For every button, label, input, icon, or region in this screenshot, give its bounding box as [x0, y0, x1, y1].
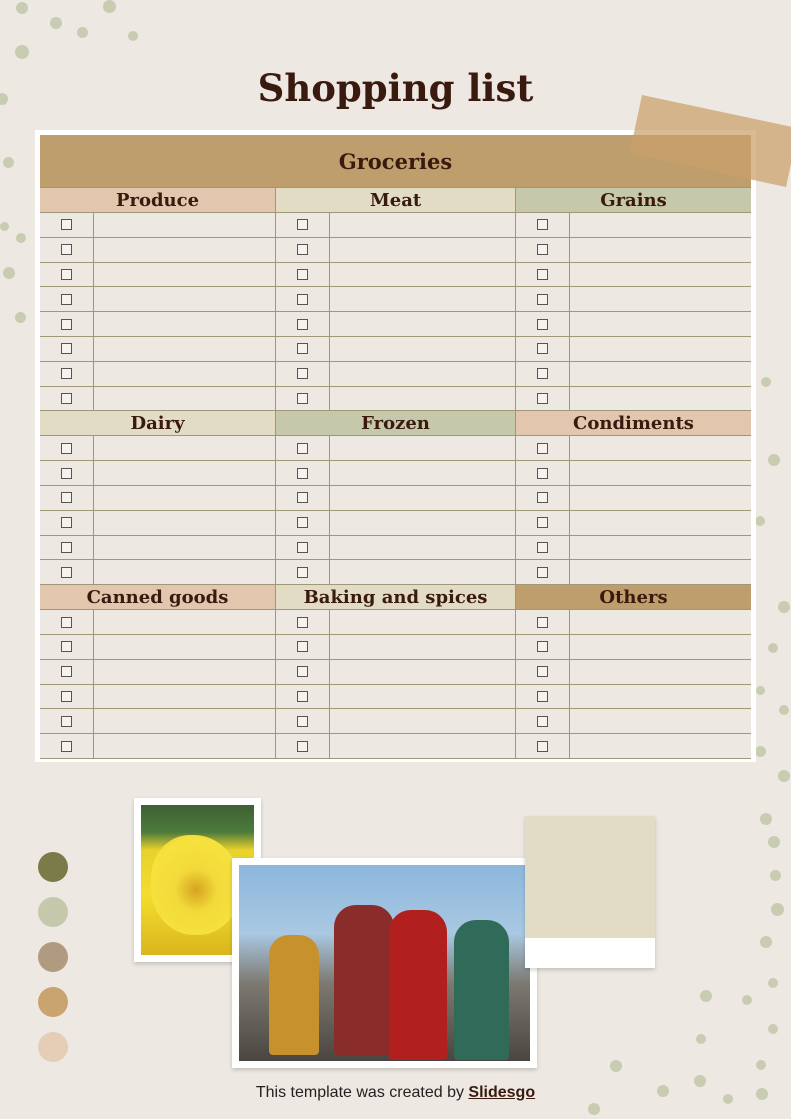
category-section	[40, 188, 751, 411]
item-text-field[interactable]	[570, 263, 751, 287]
checkbox[interactable]	[537, 468, 548, 479]
checkbox-cell	[40, 660, 94, 684]
checkbox-cell	[516, 337, 570, 361]
list-item	[516, 709, 751, 734]
list-item	[40, 213, 275, 238]
checkbox[interactable]	[537, 443, 548, 454]
checkbox[interactable]	[297, 567, 308, 578]
list-item	[516, 263, 751, 288]
list-item	[516, 461, 751, 486]
list-item	[276, 486, 515, 511]
checkbox-cell	[40, 362, 94, 386]
list-item	[516, 287, 751, 312]
checkbox[interactable]	[297, 492, 308, 503]
list-item	[516, 387, 751, 412]
item-text-field[interactable]	[94, 436, 275, 460]
checkbox[interactable]	[61, 691, 72, 702]
list-item	[276, 610, 515, 635]
checkbox[interactable]	[297, 269, 308, 280]
checkbox-cell	[516, 610, 570, 634]
item-text-field[interactable]	[330, 685, 515, 709]
list-item	[516, 536, 751, 561]
checkbox[interactable]	[297, 319, 308, 330]
category-header: Meat	[276, 188, 515, 213]
checkbox-cell	[276, 287, 330, 311]
checkbox[interactable]	[297, 517, 308, 528]
checkbox[interactable]	[297, 716, 308, 727]
checkbox-cell	[276, 238, 330, 262]
checkbox[interactable]	[61, 468, 72, 479]
category-column	[40, 585, 276, 759]
checkbox-cell	[40, 337, 94, 361]
item-text-field[interactable]	[330, 560, 515, 584]
list-item	[276, 387, 515, 412]
category-header: Others	[516, 585, 751, 610]
page-title: Shopping list	[257, 66, 534, 110]
list-item	[276, 213, 515, 238]
checkbox[interactable]	[61, 343, 72, 354]
item-text-field[interactable]	[94, 337, 275, 361]
checkbox[interactable]	[537, 269, 548, 280]
item-text-field[interactable]	[330, 436, 515, 460]
checkbox[interactable]	[61, 542, 72, 553]
groceries-header: Groceries	[40, 135, 751, 188]
checkbox-cell	[276, 312, 330, 336]
checkbox-cell	[40, 709, 94, 733]
item-text-field[interactable]	[94, 610, 275, 634]
category-column	[40, 188, 276, 411]
footer-credit	[0, 1084, 791, 1102]
list-item	[40, 238, 275, 263]
palette-swatch	[38, 1032, 68, 1062]
checkbox[interactable]	[537, 492, 548, 503]
list-item	[516, 213, 751, 238]
checkbox-cell	[40, 610, 94, 634]
item-text-field[interactable]	[570, 213, 751, 237]
list-item	[516, 486, 751, 511]
item-text-field[interactable]	[94, 287, 275, 311]
list-item	[276, 337, 515, 362]
list-item	[40, 312, 275, 337]
item-text-field[interactable]	[570, 486, 751, 510]
list-item	[276, 461, 515, 486]
checkbox[interactable]	[61, 641, 72, 652]
item-text-field[interactable]	[570, 610, 751, 634]
item-text-field[interactable]	[330, 387, 515, 411]
list-item	[276, 436, 515, 461]
category-column	[40, 411, 276, 585]
list-item	[516, 610, 751, 635]
checkbox[interactable]	[537, 319, 548, 330]
checkbox[interactable]	[297, 294, 308, 305]
category-section	[40, 411, 751, 585]
checkbox-cell	[40, 312, 94, 336]
item-text-field[interactable]	[94, 734, 275, 758]
footer-text: This template was created by	[255, 1084, 469, 1101]
palette-swatch	[38, 942, 68, 972]
list-item	[40, 536, 275, 561]
item-text-field[interactable]	[330, 486, 515, 510]
palette-swatch	[38, 897, 68, 927]
checkbox-cell	[516, 461, 570, 485]
checkbox[interactable]	[297, 343, 308, 354]
list-item	[40, 560, 275, 585]
checkbox[interactable]	[61, 319, 72, 330]
list-item	[516, 685, 751, 710]
checkbox-cell	[276, 486, 330, 510]
swatch-card	[525, 816, 655, 968]
checkbox-cell	[40, 511, 94, 535]
category-header: Condiments	[516, 411, 751, 436]
checkbox-cell	[40, 536, 94, 560]
checkbox[interactable]	[61, 567, 72, 578]
checkbox-cell	[40, 238, 94, 262]
checkbox-cell	[516, 635, 570, 659]
item-text-field[interactable]	[94, 511, 275, 535]
list-item	[276, 312, 515, 337]
item-text-field[interactable]	[94, 238, 275, 262]
checkbox-cell	[516, 263, 570, 287]
checkbox[interactable]	[61, 666, 72, 677]
checkbox[interactable]	[61, 368, 72, 379]
checkbox-cell	[516, 660, 570, 684]
checkbox-cell	[40, 387, 94, 411]
checkbox-cell	[276, 337, 330, 361]
item-text-field[interactable]	[570, 312, 751, 336]
checkbox-cell	[516, 486, 570, 510]
checkbox[interactable]	[297, 617, 308, 628]
shopping-list-sheet	[35, 130, 756, 762]
checkbox[interactable]	[537, 219, 548, 230]
item-text-field[interactable]	[94, 263, 275, 287]
item-text-field[interactable]	[94, 486, 275, 510]
item-text-field[interactable]	[330, 734, 515, 758]
checkbox-cell	[276, 660, 330, 684]
category-column	[276, 188, 516, 411]
checkbox[interactable]	[297, 741, 308, 752]
checkbox[interactable]	[537, 617, 548, 628]
checkbox-cell	[276, 436, 330, 460]
checkbox-cell	[276, 362, 330, 386]
checkbox-cell	[516, 436, 570, 460]
item-text-field[interactable]	[570, 635, 751, 659]
list-item	[40, 511, 275, 536]
item-text-field[interactable]	[570, 436, 751, 460]
checkbox[interactable]	[537, 343, 548, 354]
item-text-field[interactable]	[330, 213, 515, 237]
list-item	[40, 263, 275, 288]
category-header: Baking and spices	[276, 585, 515, 610]
item-text-field[interactable]	[330, 635, 515, 659]
list-item	[40, 486, 275, 511]
list-item	[40, 436, 275, 461]
checkbox-cell	[516, 536, 570, 560]
checkbox[interactable]	[297, 244, 308, 255]
checkbox-cell	[516, 213, 570, 237]
checkbox-cell	[516, 685, 570, 709]
item-text-field[interactable]	[570, 685, 751, 709]
checkbox-cell	[40, 213, 94, 237]
checkbox[interactable]	[537, 517, 548, 528]
list-item	[276, 709, 515, 734]
category-header: Grains	[516, 188, 751, 213]
palette-swatch	[38, 987, 68, 1017]
list-item	[516, 238, 751, 263]
category-column	[276, 411, 516, 585]
checkbox[interactable]	[297, 468, 308, 479]
checkbox-cell	[276, 461, 330, 485]
list-item	[40, 685, 275, 710]
checkbox[interactable]	[537, 244, 548, 255]
item-text-field[interactable]	[570, 660, 751, 684]
item-text-field[interactable]	[330, 312, 515, 336]
checkbox-cell	[276, 610, 330, 634]
item-text-field[interactable]	[570, 287, 751, 311]
checkbox[interactable]	[297, 443, 308, 454]
checkbox[interactable]	[297, 691, 308, 702]
checkbox[interactable]	[537, 542, 548, 553]
item-text-field[interactable]	[330, 337, 515, 361]
item-text-field[interactable]	[570, 238, 751, 262]
list-item	[276, 511, 515, 536]
item-text-field[interactable]	[94, 461, 275, 485]
item-text-field[interactable]	[94, 709, 275, 733]
checkbox-cell	[40, 635, 94, 659]
category-header: Dairy	[40, 411, 275, 436]
item-text-field[interactable]	[330, 610, 515, 634]
checkbox-cell	[40, 461, 94, 485]
list-item	[516, 312, 751, 337]
list-item	[276, 287, 515, 312]
checkbox[interactable]	[61, 617, 72, 628]
checkbox-cell	[516, 560, 570, 584]
checkbox[interactable]	[61, 741, 72, 752]
checkbox-cell	[40, 287, 94, 311]
item-text-field[interactable]	[94, 685, 275, 709]
list-item	[516, 560, 751, 585]
checkbox[interactable]	[61, 244, 72, 255]
checkbox-cell	[516, 387, 570, 411]
item-text-field[interactable]	[570, 337, 751, 361]
checkbox-cell	[276, 685, 330, 709]
category-header: Canned goods	[40, 585, 275, 610]
checkbox-cell	[516, 709, 570, 733]
category-column	[516, 411, 751, 585]
checkbox[interactable]	[537, 666, 548, 677]
item-text-field[interactable]	[570, 511, 751, 535]
list-item	[40, 337, 275, 362]
checkbox[interactable]	[61, 219, 72, 230]
checkbox[interactable]	[297, 393, 308, 404]
category-header: Produce	[40, 188, 275, 213]
item-text-field[interactable]	[330, 461, 515, 485]
item-text-field[interactable]	[330, 362, 515, 386]
checkbox-cell	[276, 560, 330, 584]
item-text-field[interactable]	[94, 660, 275, 684]
checkbox[interactable]	[61, 517, 72, 528]
item-text-field[interactable]	[570, 387, 751, 411]
checkbox-cell	[516, 238, 570, 262]
item-text-field[interactable]	[330, 511, 515, 535]
checkbox[interactable]	[297, 368, 308, 379]
checkbox[interactable]	[537, 567, 548, 578]
list-item	[516, 436, 751, 461]
checkbox[interactable]	[537, 294, 548, 305]
checkbox[interactable]	[61, 269, 72, 280]
checkbox[interactable]	[297, 542, 308, 553]
list-item	[40, 635, 275, 660]
list-item	[40, 610, 275, 635]
checkbox[interactable]	[61, 443, 72, 454]
checkbox-cell	[276, 213, 330, 237]
category-section	[40, 585, 751, 759]
item-text-field[interactable]	[330, 709, 515, 733]
checkbox-cell	[276, 709, 330, 733]
list-item	[516, 337, 751, 362]
checkbox[interactable]	[297, 219, 308, 230]
item-text-field[interactable]	[570, 560, 751, 584]
checkbox-cell	[40, 734, 94, 758]
item-text-field[interactable]	[330, 536, 515, 560]
list-item	[276, 635, 515, 660]
checkbox-cell	[276, 635, 330, 659]
checkbox-cell	[40, 685, 94, 709]
item-text-field[interactable]	[570, 709, 751, 733]
list-item	[40, 660, 275, 685]
checkbox-cell	[516, 312, 570, 336]
category-column	[516, 188, 751, 411]
list-item	[276, 734, 515, 759]
category-sections	[40, 188, 751, 759]
checkbox[interactable]	[537, 741, 548, 752]
list-item	[516, 511, 751, 536]
checkbox[interactable]	[537, 393, 548, 404]
category-column	[276, 585, 516, 759]
item-text-field[interactable]	[94, 387, 275, 411]
list-item	[40, 362, 275, 387]
list-item	[516, 635, 751, 660]
item-text-field[interactable]	[570, 734, 751, 758]
checkbox[interactable]	[61, 294, 72, 305]
checkbox-cell	[276, 387, 330, 411]
checkbox[interactable]	[537, 691, 548, 702]
friends-photo	[232, 858, 537, 1068]
checkbox-cell	[516, 362, 570, 386]
list-item	[276, 263, 515, 288]
item-text-field[interactable]	[94, 362, 275, 386]
list-item	[40, 709, 275, 734]
palette-swatch	[38, 852, 68, 882]
checkbox[interactable]	[61, 393, 72, 404]
item-text-field[interactable]	[94, 560, 275, 584]
item-text-field[interactable]	[570, 536, 751, 560]
item-text-field[interactable]	[94, 312, 275, 336]
checkbox-cell	[40, 560, 94, 584]
list-item	[516, 734, 751, 759]
checkbox[interactable]	[297, 641, 308, 652]
checkbox-cell	[276, 511, 330, 535]
item-text-field[interactable]	[94, 536, 275, 560]
list-item	[40, 287, 275, 312]
list-item	[516, 362, 751, 387]
list-item	[276, 560, 515, 585]
checkbox-cell	[40, 263, 94, 287]
checkbox-cell	[276, 263, 330, 287]
list-item	[276, 362, 515, 387]
item-text-field[interactable]	[330, 660, 515, 684]
category-column	[516, 585, 751, 759]
list-item	[276, 685, 515, 710]
list-item	[516, 660, 751, 685]
checkbox-cell	[516, 734, 570, 758]
checkbox-cell	[516, 287, 570, 311]
checkbox-cell	[516, 511, 570, 535]
slidesgo-link[interactable]: Slidesgo	[468, 1084, 536, 1101]
checkbox-cell	[40, 436, 94, 460]
list-item	[40, 734, 275, 759]
checkbox[interactable]	[537, 368, 548, 379]
item-text-field[interactable]	[570, 362, 751, 386]
list-item	[40, 461, 275, 486]
checkbox-cell	[40, 486, 94, 510]
list-item	[276, 660, 515, 685]
checkbox[interactable]	[61, 716, 72, 727]
item-text-field[interactable]	[94, 635, 275, 659]
list-item	[40, 387, 275, 412]
category-header: Frozen	[276, 411, 515, 436]
item-text-field[interactable]	[330, 287, 515, 311]
item-text-field[interactable]	[330, 238, 515, 262]
item-text-field[interactable]	[570, 461, 751, 485]
checkbox-cell	[276, 734, 330, 758]
checkbox[interactable]	[61, 492, 72, 503]
list-item	[276, 238, 515, 263]
checkbox[interactable]	[537, 641, 548, 652]
item-text-field[interactable]	[94, 213, 275, 237]
checkbox[interactable]	[297, 666, 308, 677]
item-text-field[interactable]	[330, 263, 515, 287]
checkbox[interactable]	[537, 716, 548, 727]
list-item	[276, 536, 515, 561]
checkbox-cell	[276, 536, 330, 560]
